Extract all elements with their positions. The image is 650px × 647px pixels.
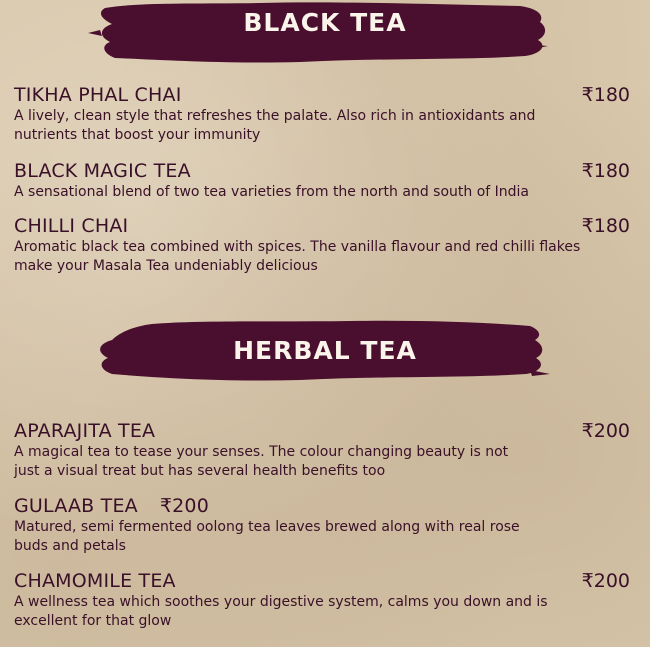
item-price: ₹200	[581, 570, 630, 592]
menu-item-chilli-chai	[14, 215, 636, 276]
item-name: BLACK MAGIC TEA	[14, 160, 191, 182]
item-description: Matured, semi fermented oolong tea leaves brewed along with real rose buds and petals	[14, 519, 520, 554]
black-tea-banner	[0, 0, 650, 80]
item-description: A sensational blend of two tea varieties from the north and south of India	[14, 184, 530, 200]
item-name: APARAJITA TEA	[14, 420, 156, 442]
item-name-with-price	[14, 495, 636, 517]
item-name: CHILLI CHAI	[14, 215, 129, 237]
item-price: ₹200	[159, 495, 210, 517]
item-description: Aromatic black tea combined with spices. The vanilla flavour and red chilli flakes make your Masala Tea undeniably delicious	[14, 239, 581, 274]
menu-item-tikha-phal-chai	[14, 84, 636, 145]
item-price: ₹180	[581, 160, 630, 182]
item-description: A magical tea to tease your senses. The colour changing beauty is not just a visual treat but has several health benefits too	[14, 444, 509, 479]
item-description: A lively, clean style that refreshes the palate. Also rich in antioxidants and nutrients that boost your immunity	[14, 108, 536, 143]
item-name: GULAAB TEA	[14, 495, 138, 517]
section-title-herbal-tea: HERBAL TEA	[233, 336, 417, 365]
item-name: CHAMOMILE TEA	[14, 570, 176, 592]
menu-item-black-magic-tea	[14, 160, 636, 202]
item-price: ₹180	[581, 84, 630, 106]
menu-item-gulaab-tea	[14, 495, 636, 556]
item-price: ₹200	[581, 420, 630, 442]
herbal-tea-banner	[0, 318, 650, 398]
menu-item-chamomile-tea	[14, 570, 636, 631]
item-name: TIKHA PHAL CHAI	[14, 84, 182, 106]
item-price: ₹180	[581, 215, 630, 237]
item-description: A wellness tea which soothes your digestive system, calms you down and is excellent for that glow	[14, 594, 548, 629]
section-title-black-tea: BLACK TEA	[243, 8, 407, 37]
menu-item-aparajita-tea	[14, 420, 636, 481]
